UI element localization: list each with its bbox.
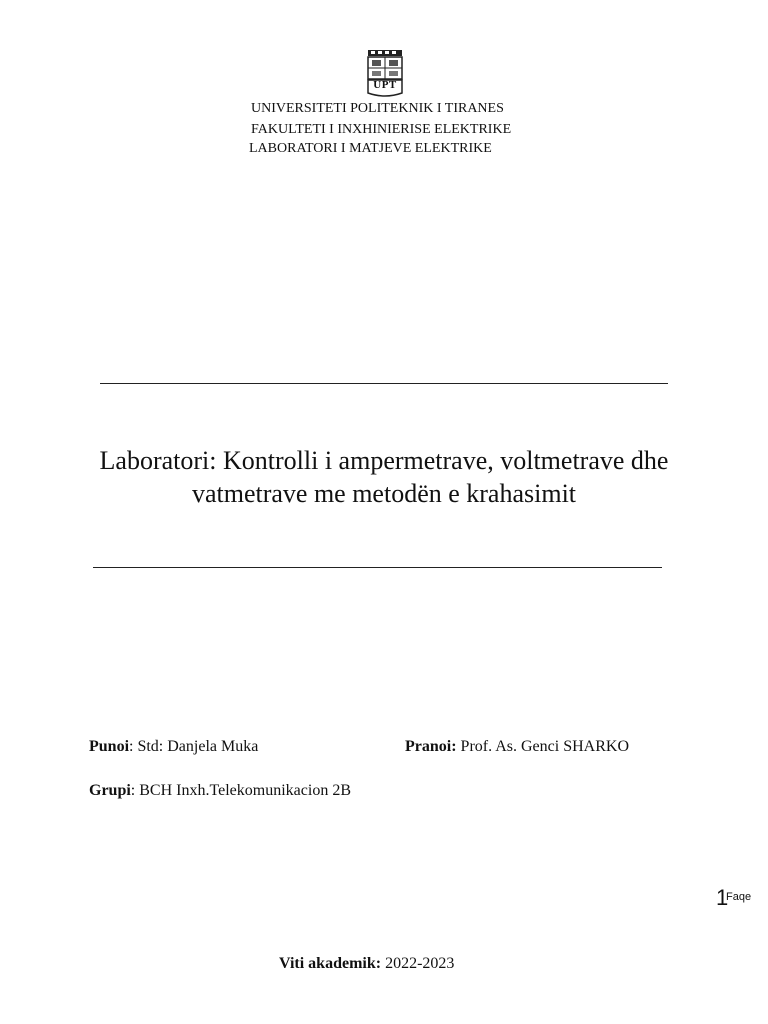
author-value: : Std: Danjela Muka xyxy=(129,738,259,755)
bottom-divider xyxy=(93,567,662,568)
academic-year-label: Viti akademik: xyxy=(279,955,382,972)
page-word: Faqe xyxy=(726,891,752,903)
group-field xyxy=(89,782,351,800)
page-number: 1 xyxy=(716,885,729,910)
academic-year-field xyxy=(279,955,454,973)
reviewer-value: Prof. As. Genci SHARKO xyxy=(456,738,629,755)
reviewer-label: Pranoi: xyxy=(405,738,457,755)
academic-year-value: 2022-2023 xyxy=(381,955,455,972)
author-label: Punoi xyxy=(89,738,130,755)
laboratory-name: LABORATORI I MATJEVE ELEKTRIKE xyxy=(249,141,492,156)
group-label: Grupi xyxy=(89,782,131,799)
university-logo xyxy=(366,49,404,97)
logo-text: UPT xyxy=(373,79,397,91)
title-line-1: Laboratori: Kontrolli i ampermetrave, voltmetrave dhe xyxy=(99,446,669,475)
faculty-name: FAKULTETI I INXHINIERISE ELEKTRIKE xyxy=(251,122,512,137)
group-value: : BCH Inxh.Telekomunikacion 2B xyxy=(130,782,351,799)
document-title xyxy=(60,444,708,510)
author-field xyxy=(89,738,258,756)
top-divider xyxy=(100,383,668,384)
reviewer-field xyxy=(405,738,629,756)
title-line-2: vatmetrave me metodën e krahasimit xyxy=(191,479,577,508)
university-name: UNIVERSITETI POLITEKNIK I TIRANES xyxy=(251,101,504,116)
